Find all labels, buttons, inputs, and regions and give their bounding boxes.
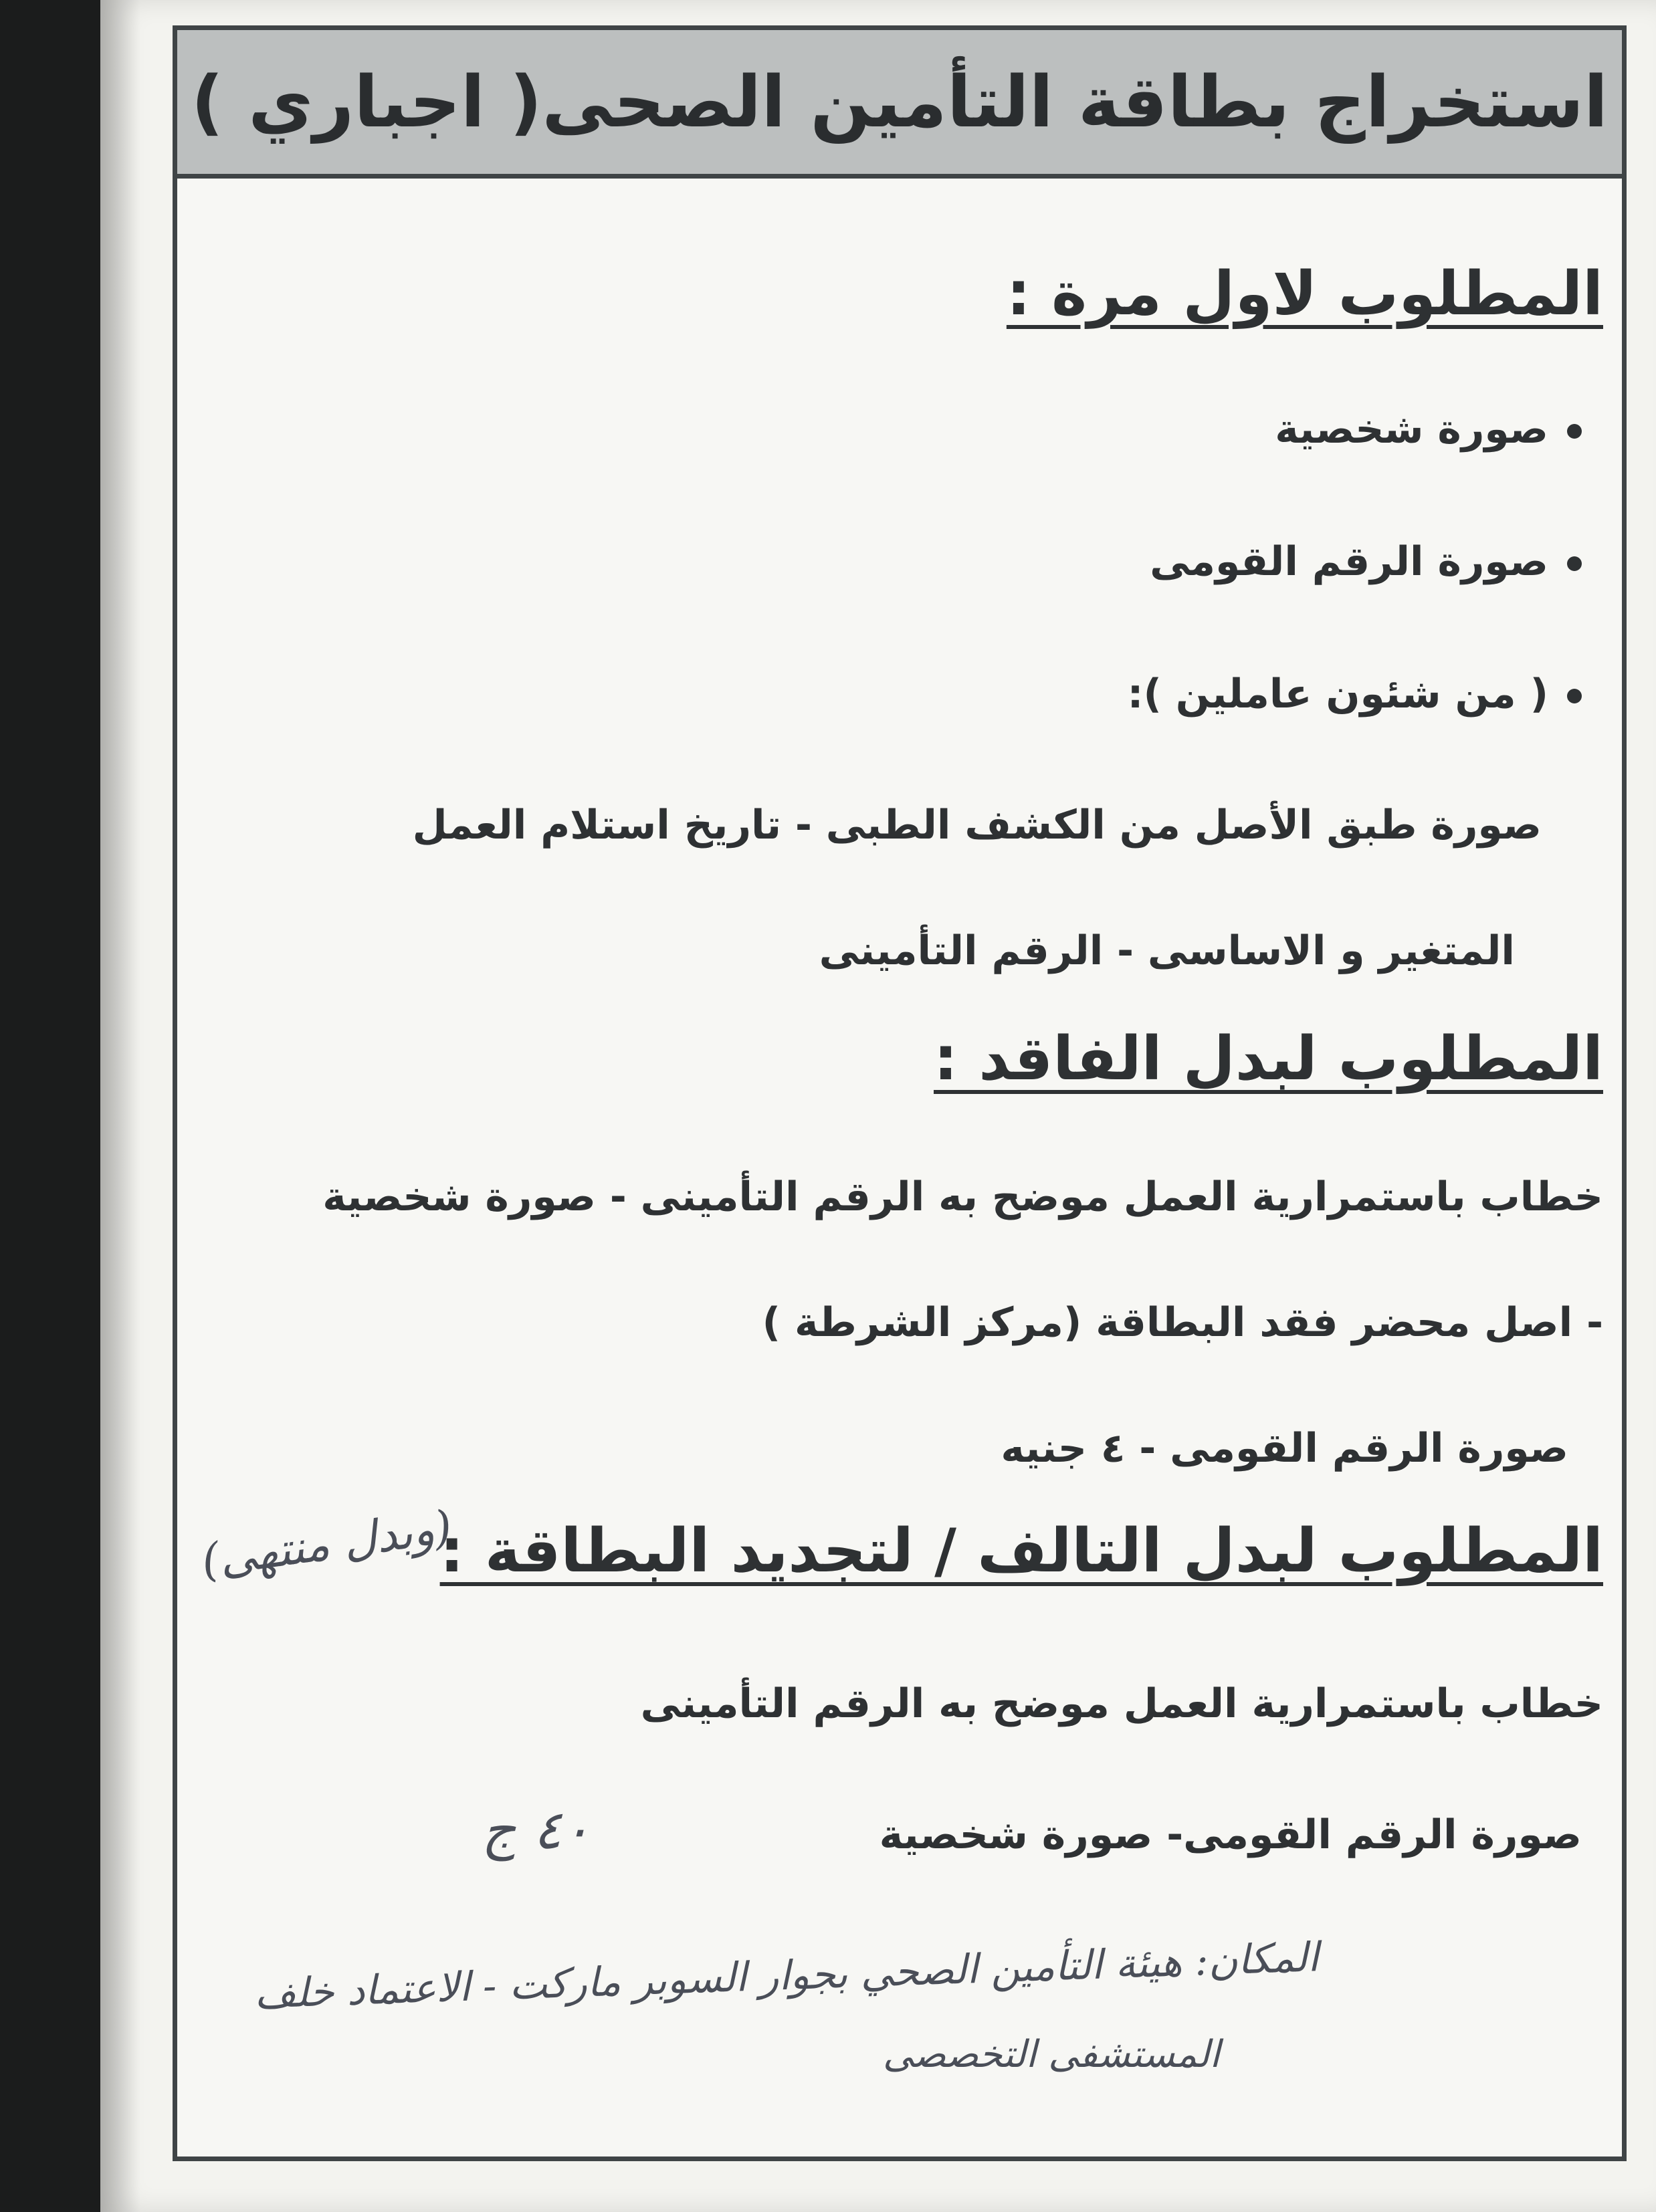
section-heading-lost-replacement: المطلوب لبدل الفاقد : [934,1024,1603,1094]
handwritten-fee: ٤٠ ج [482,1799,591,1861]
bullet-item [1127,671,1582,717]
text-line: - اصل محضر فقد البطاقة (مركز الشرطة ) [762,1299,1603,1346]
bullet-dot-icon [1567,556,1582,571]
handwritten-note-expired: (وبدل منتهى) [198,1501,455,1588]
bullet-text: صورة الرقم القومى [1150,538,1548,585]
handwritten-address-line2: المستشفى التخصصى [883,2033,1221,2076]
text-line: خطاب باستمرارية العمل موضح به الرقم التأمينى [640,1680,1603,1727]
bullet-text: صورة شخصية [1275,406,1548,453]
notice-content [177,179,1622,2156]
bullet-text: ( من شئون عاملين ): [1127,671,1548,717]
notice-frame [173,25,1627,2161]
text-line: خطاب باستمرارية العمل موضح به الرقم التأمينى - صورة شخصية [322,1174,1603,1220]
text-line: صورة الرقم القومى - ٤ جنيه [1001,1425,1568,1472]
bullet-dot-icon [1567,424,1582,439]
text-line: صورة طبق الأصل من الكشف الطبى - تاريخ استلام العمل [412,802,1542,849]
bullet-item [1275,406,1582,453]
bullet-item [1150,538,1582,585]
text-line: صورة الرقم القومى- صورة شخصية [879,1811,1582,1858]
text-line: المتغير و الاساسى - الرقم التأمينى [819,927,1515,974]
bullet-dot-icon [1567,689,1582,703]
handwritten-address-line1: المكان: هيئة التأمين الصحي بجوار السوبر ماركت - الاعتماد خلف [253,1934,1320,2018]
section-heading-damaged-renewal: المطلوب لبدل التالف / لتجديد البطاقة : [439,1516,1603,1586]
title-band [177,30,1622,179]
section-heading-first-time: المطلوب لاول مرة : [1006,259,1603,329]
paper-fold-shadow [100,0,140,2212]
notice-title: استخراج بطاقة التأمين الصحى( اجباري ) [191,61,1609,143]
